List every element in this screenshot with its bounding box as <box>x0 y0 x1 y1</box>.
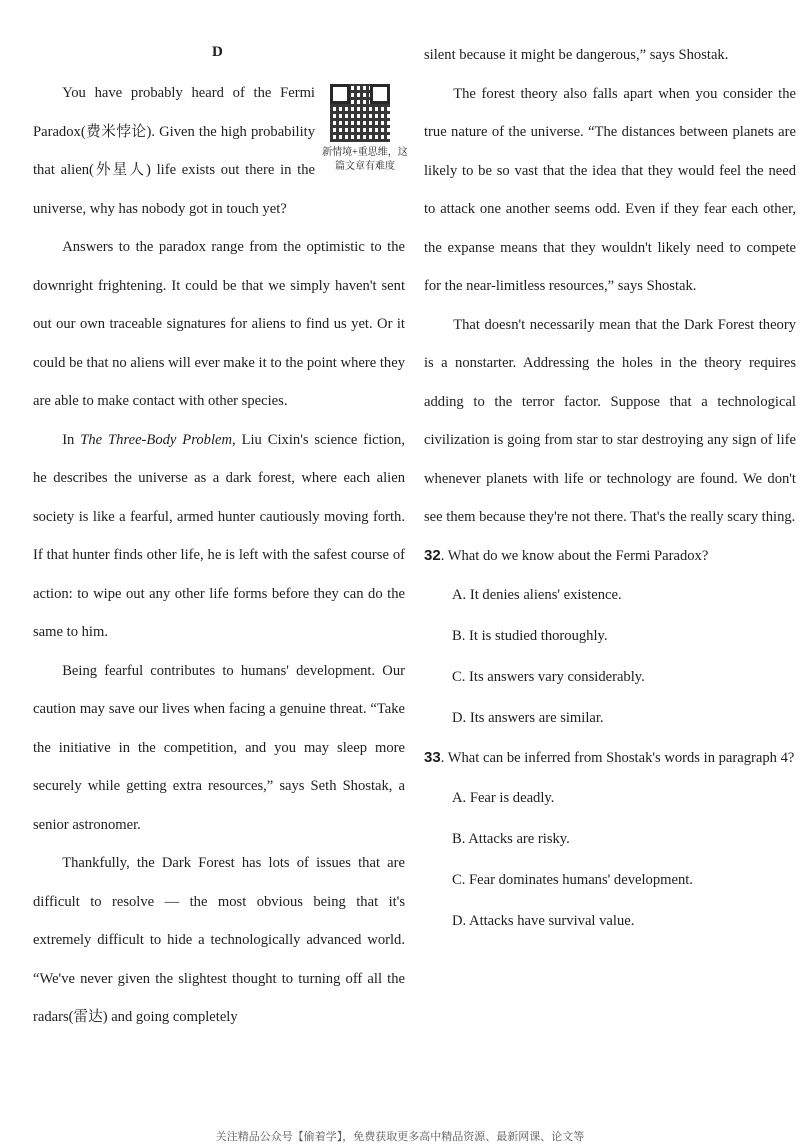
paragraph-5-continued: silent because it might be dangerous,” says Shostak. <box>424 47 729 63</box>
paragraph-1 <box>33 74 315 228</box>
paragraph-3-pre: In <box>62 431 81 448</box>
question-32 <box>424 537 796 740</box>
paragraph-4: Being fearful contributes to humans' development. Our caution may save our lives when facing a genuine threat. “Take the initiative in the competition, and you may sleep more securely while getting extra resources,” says Seth Shostak, a senior astronomer. <box>33 662 405 833</box>
right-column <box>424 36 796 942</box>
question-32-stem <box>424 537 796 576</box>
qr-caption: 新情境+重思维，这篇文章有难度 <box>322 147 408 172</box>
paragraph-6: The forest theory also falls apart when you consider the true nature of the universe. “The distances between planets are likely to be so vast that the idea that they would feel the need to attack one another seems odd. Even if they fear each other, the expanse means that they wouldn't likely need to compete for the near-limitless resources,” says Shostak. <box>424 85 796 294</box>
section-title: D <box>212 44 223 60</box>
question-32-option-c[interactable]: C. Its answers vary considerably. <box>452 669 645 685</box>
footer-notice: 关注精品公众号【偷着学】，免费获取更多高中精品资源、最新网课、论文等 <box>215 1130 585 1143</box>
question-33-stem <box>424 739 796 778</box>
book-title: The Three-Body Problem <box>80 431 233 448</box>
paragraph-1-text: You have probably heard of the Fermi Paradox(费米悖论). Given the high probability that alien(外星人) life exists out there in the universe, why has nobody got in touch yet? <box>33 85 315 217</box>
question-33-option-c[interactable]: C. Fear dominates humans' development. <box>452 871 693 888</box>
question-33-option-a[interactable]: A. Fear is deadly. <box>452 789 555 806</box>
left-column <box>33 74 405 1037</box>
question-33-option-b[interactable]: B. Attacks are risky. <box>452 830 570 847</box>
paragraph-5: Thankfully, the Dark Forest has lots of issues that are difficult to resolve — the most obvious being that it's extremely difficult to hide a technologically advanced world. “We've never given the slightest thought to turning off all the radars(雷达) and going completely <box>33 855 405 1025</box>
paragraph-3-post: , Liu Cixin's science fiction, he describes the universe as a dark forest, where each alien society is like a fearful, armed hunter cautiously moving forth. If that hunter finds other life, he is left with the safest course of action: to wipe out any other life forms before they can do the same to him. <box>33 431 405 640</box>
paragraph-2: Answers to the paradox range from the optimistic to the downright frightening. It could be that we simply haven't sent out our own traceable signatures for aliens to find us yet. Or it could be that no aliens will ever make it to the point where they are able to make contact with other species. <box>33 239 405 409</box>
question-32-option-d[interactable]: D. Its answers are similar. <box>452 710 604 726</box>
question-32-number: 32 <box>424 546 441 564</box>
paragraph-3 <box>33 421 405 652</box>
question-32-option-a[interactable]: A. It denies aliens' existence. <box>452 587 622 603</box>
question-33-text: . What can be inferred from Shostak's words in paragraph 4? <box>440 750 795 766</box>
paragraph-7: That doesn't necessarily mean that the Dark Forest theory is a nonstarter. Addressing the holes in the theory requires adding to the terror factor. Suppose that a technological civilization is going from star to star destroying any sign of life whenever planets with life or technology are found. We don't see them because they're not there. That's the really scary thing. <box>424 316 796 525</box>
question-32-text: . What do we know about the Fermi Paradox? <box>440 547 709 564</box>
question-33-number: 33 <box>424 749 441 766</box>
question-33-option-d[interactable]: D. Attacks have survival value. <box>452 912 635 929</box>
question-33 <box>424 739 796 942</box>
question-32-option-b[interactable]: B. It is studied thoroughly. <box>452 628 608 644</box>
